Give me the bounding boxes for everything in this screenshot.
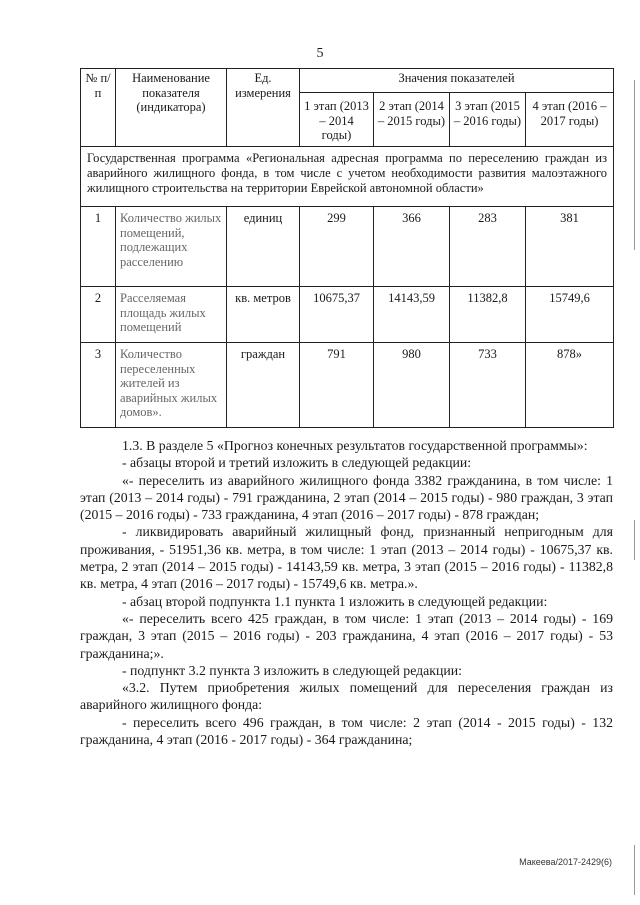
header-stage-2: 2 этап (2014 – 2015 годы) [374,93,450,147]
row-value: 366 [374,207,450,287]
paragraph: - переселить всего 496 граждан, в том числе: 2 этап (2014 - 2015 годы) - 132 гражданина, 4 этап (2016 - 2017 годы) - 364 гражданина; [80,714,613,748]
row-value: 791 [300,343,374,428]
row-value: 733 [450,343,526,428]
paragraph: - абзац второй подпункта 1.1 пункта 1 изложить в следующей редакции: [122,593,548,609]
paragraph: «- переселить из аварийного жилищного фонда 3382 гражданина, в том числе: 1 этап (2013 – 2014 годы) - 791 гражданина, 2 этап (2014 – 2015 годы) - 980 граждан, 3 этап (2015 – 2016 годы) - 733 гражданина, 4 этап (2016 – 2017 годы) - 878 граждан; [80,472,613,523]
row-name: Расселяемая площадь жилых помещений [116,287,227,343]
row-unit: граждан [227,343,300,428]
header-name: Наименование показателя (индикатора) [116,69,227,147]
row-name: Количество переселенных жителей из аварийных жилых домов». [116,343,227,428]
row-unit: кв. метров [227,287,300,343]
row-value: 15749,6 [526,287,614,343]
paragraph: 1.3. В разделе 5 «Прогноз конечных результатов государственной программы»: [122,438,588,453]
row-unit: единиц [227,207,300,287]
row-num: 3 [81,343,116,428]
row-value: 381 [526,207,614,287]
paragraph: - подпункт 3.2 пункта 3 изложить в следующей редакции: [122,662,462,678]
header-stage-4: 4 этап (2016 – 2017 годы) [526,93,614,147]
scan-edge-line [634,80,635,250]
header-stage-3: 3 этап (2015 – 2016 годы) [450,93,526,147]
paragraph: - ликвидировать аварийный жилищный фонд, признанный непригодным для проживания, - 51951,36 кв. метра, в том числе: 1 этап (2013 – 2014 годы) - 10675,37 кв. метра, 2 этап (2014 – 2015 годы) - 14143,59 кв. метра, 3 этап (2015 – 2016 годы) - 11382,8 кв. метра, 4 этап (2016 – 2017 годы) - 15749,6 кв. метра.». [80,524,613,592]
row-num: 2 [81,287,116,343]
table-row [81,343,614,428]
row-value: 878» [526,343,614,428]
row-value: 11382,8 [450,287,526,343]
paragraph: - абзацы второй и третий изложить в следующей редакции: [122,455,472,471]
body-text [80,437,613,748]
program-title-row: Государственная программа «Региональная адресная программа по переселению граждан из аварийного жилищного фонда, в том числе с учетом необходимости развития малоэтажного жилищного строительства на территории Еврейской автономной области» [81,147,614,207]
table-row [81,287,614,343]
indicators-table [80,68,614,428]
row-value: 283 [450,207,526,287]
row-value: 980 [374,343,450,428]
header-unit: Ед. измерения [227,69,300,147]
footer-reference: Макеева/2017-2429(6) [519,857,612,867]
table-row [81,207,614,287]
row-name: Количество жилых помещений, подлежащих расселению [116,207,227,287]
page-number: 5 [316,46,324,61]
header-values: Значения показателей [300,69,614,93]
paragraph: «- переселить всего 425 граждан, в том числе: 1 этап (2013 – 2014 годы) - 169 граждан, 3 этап (2015 – 2016 годы) - 203 гражданина, 4 этап (2016 – 2017 годы) - 53 гражданина;». [80,610,613,661]
scan-edge-line [634,520,635,560]
row-value: 10675,37 [300,287,374,343]
header-num: № п/п [81,69,116,147]
scan-edge-line [634,845,635,895]
row-num: 1 [81,207,116,287]
row-value: 299 [300,207,374,287]
header-stage-1: 1 этап (2013 – 2014 годы) [300,93,374,147]
paragraph: «3.2. Путем приобретения жилых помещений для переселения граждан из аварийного жилищного фонда: [80,680,613,713]
row-value: 14143,59 [374,287,450,343]
